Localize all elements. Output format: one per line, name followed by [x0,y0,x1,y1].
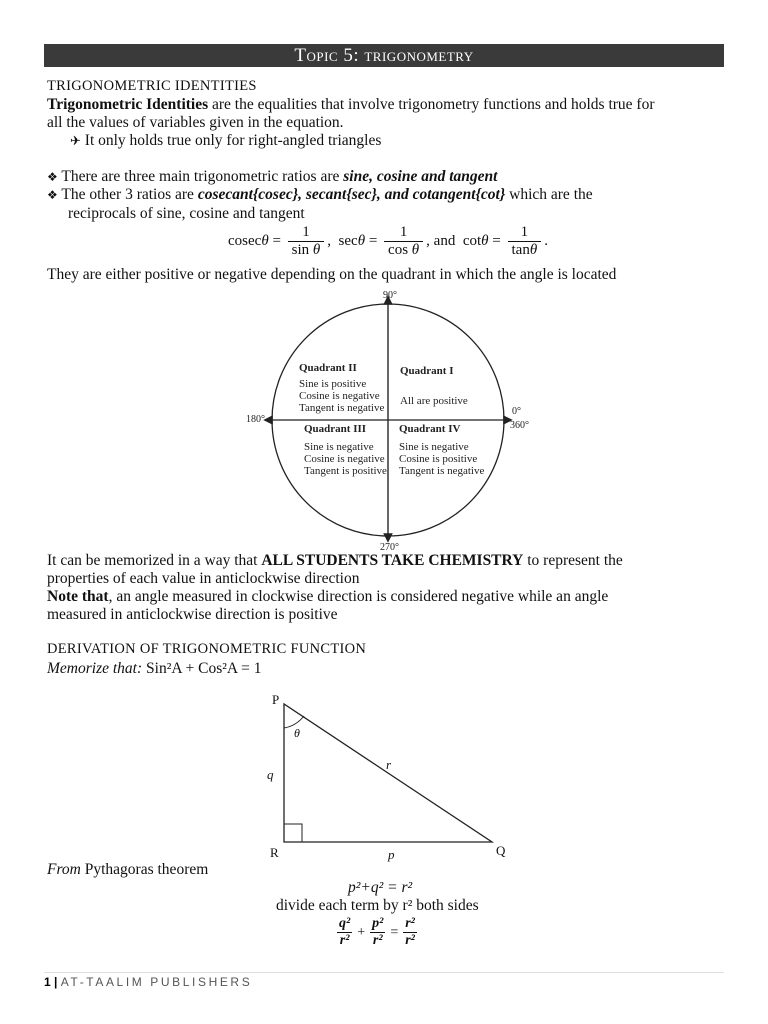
note-line2: measured in anticlockwise direction is positive [47,606,338,623]
q-over-r [337,916,352,949]
page-number: 1 [44,975,51,989]
diamond-bullet-icon: ❖ [47,188,58,202]
reciprocal-formulas: cosecθ = $\frac{1}{\text{sin θ}}$ , secθ = $\frac{1}{\text{cos θ}}$ , and cotθ = $\frac{1}{\tan\theta}$ . [228,224,548,258]
angle-90-label: 90° [383,290,397,301]
diamond-bullet-icon: ❖ [47,170,58,184]
quadrant-iv-title: Quadrant IV [399,423,461,435]
angle-theta: θ [294,726,300,740]
airplane-arrow-icon: ✈ [70,134,81,149]
numerator: 1 [508,224,542,242]
footer-separator: | [50,975,61,989]
and-text: , and [426,232,456,249]
equals-sign: = [390,925,399,941]
quadrant-iii-line: Cosine is negative [304,453,385,465]
vertex-p: P [272,692,280,707]
quadrant-ii-line: Tangent is negative [299,402,385,414]
sin-den: sin [291,242,310,258]
bullet2-em: cosecant{cosec}, secant{sec}, and cotangent{cot} [197,186,506,203]
note-rest: , an angle measured in clockwise direction is considered negative while an angle [108,588,609,605]
cosec-fraction [288,224,325,259]
pythagoras-line [47,861,208,879]
bullet1-pre: There are three main trigonometric ratios are [61,168,344,185]
side-r: r [386,757,392,772]
numerator: p² [372,916,384,931]
side-q: q [267,767,274,782]
theta: θ [411,242,420,258]
bullet-other-ratios [47,186,593,204]
denominator: r² [339,933,350,948]
theta: θ [357,232,366,249]
quadrant-ii [299,362,384,414]
theta: θ [529,242,538,258]
vertex-r: R [270,845,279,860]
angle-180-label: 180° [246,414,265,425]
arrow-note-text: It only holds true only for right-angled triangles [84,132,382,149]
quadrant-iii-line: Tangent is positive [304,465,387,477]
note-line1 [47,588,608,606]
quadrant-iii-line: Sine is negative [304,441,374,453]
quadrant-intro: They are either positive or negative depending on the quadrant in which the angle is located [47,266,617,283]
pythagoras-equation: p²+q² = r² [348,879,413,896]
theta: θ [261,232,269,249]
quadrant-iii-title: Quadrant III [304,423,367,435]
quadrant-i-line: All are positive [400,395,468,407]
identities-definition [47,96,727,114]
cos-den: cos [388,242,409,258]
numerator: 1 [384,224,423,242]
side-p: p [388,847,395,862]
cosec-label: cosec [228,232,262,249]
r-over-r [403,916,417,949]
divide-instruction: divide each term by r² both sides [276,897,479,914]
memorize-label: Memorize that: [47,660,143,677]
theta: θ [312,242,321,258]
identities-heading: TRIGONOMETRIC IDENTITIES [47,78,257,94]
angle-270-label: 270° [380,542,399,553]
memorize-pre: It can be memorized in a way that [47,552,262,569]
quadrant-iv-line: Tangent is negative [399,465,485,477]
quadrant-diagram [240,288,540,553]
cot-label: cot [462,232,482,249]
identities-term: Trigonometric Identities [47,96,209,113]
quadrant-ii-line: Sine is positive [299,378,367,390]
from-label: From [47,861,81,878]
identities-definition-rest: are the equalities that involve trigonometry functions and holds true for [208,96,655,113]
identities-definition-line2: all the values of variables given in the equation. [47,114,344,131]
cot-fraction [508,224,542,259]
memorize-identity [47,660,262,678]
tan-den: tan [511,242,530,258]
quadrant-iii [304,423,387,477]
right-angle-marker [284,824,302,842]
denominator: r² [405,933,415,948]
sec-fraction [384,224,423,259]
bullet2-pre: The other 3 ratios are [61,186,198,203]
publisher-name: AT-TAALIM PUBLISHERS [60,975,253,989]
bullet2-line2: reciprocals of sine, cosine and tangent [68,205,305,222]
quadrant-ii-title: Quadrant II [299,362,357,374]
quadrant-i-title: Quadrant I [400,365,454,377]
quadrant-ii-line: Cosine is negative [299,390,380,402]
angle-360-label: 360° [510,420,529,431]
vertex-q: Q [496,843,506,858]
plus-sign: + [357,925,366,941]
angle-0-label: 0° [512,406,521,417]
divided-equation [336,916,418,949]
topic-title: Topic 5: trigonometry [44,44,724,67]
numerator: q² [339,916,351,931]
quadrant-i [400,365,468,407]
theta: θ [481,232,489,249]
quadrant-iv [399,423,484,477]
pythagorean-identity: Sin²A + Cos²A = 1 [142,660,262,677]
footer-divider [44,972,724,973]
p-over-r [370,916,385,949]
page-footer [44,975,252,989]
memorize-line1 [47,552,623,570]
bullet-main-ratios [47,168,497,186]
from-rest: Pythagoras theorem [80,861,209,878]
arrow-note [70,132,381,151]
numerator: r² [405,916,415,931]
memorize-line2: properties of each value in anticlockwise direction [47,570,360,587]
numerator: 1 [288,224,325,242]
comma: , [327,232,332,249]
memorize-post: to represent the [523,552,623,569]
quadrant-iv-line: Cosine is positive [399,453,478,465]
right-triangle-diagram [260,690,530,860]
denominator: r² [372,933,383,948]
derivation-heading: DERIVATION OF TRIGONOMETRIC FUNCTION [47,641,367,657]
bullet2-post: which are the [505,186,593,203]
note-label: Note that [47,588,109,605]
bullet1-em: sine, cosine and tangent [343,168,498,185]
quadrant-iv-line: Sine is negative [399,441,469,453]
memorize-mnemonic: ALL STUDENTS TAKE CHEMISTRY [261,552,524,569]
sec-label: sec [338,232,358,249]
